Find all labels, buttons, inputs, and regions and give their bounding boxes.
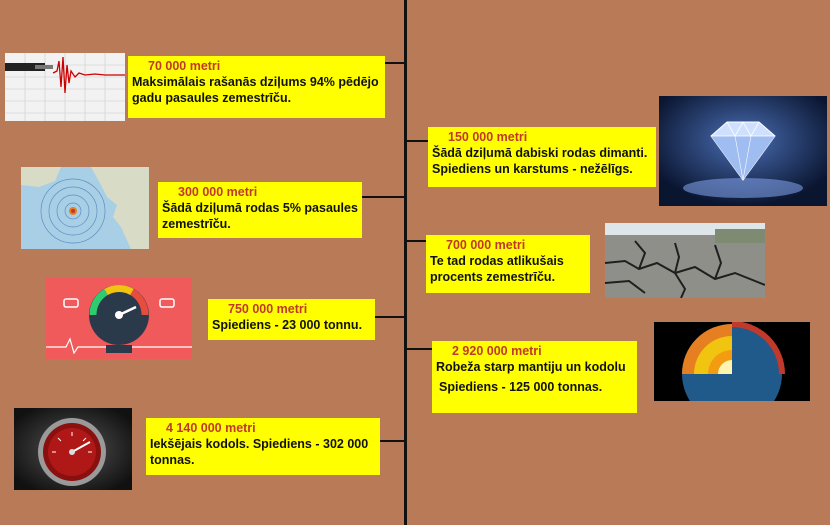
event-text-line: Šādā dziļumā dabiski rodas dimanti.	[432, 146, 648, 160]
manometer-icon	[14, 408, 132, 490]
event-depth: 150 000 metri	[448, 130, 528, 144]
event-depth: 70 000 metri	[148, 59, 221, 73]
earth-core-icon	[654, 322, 810, 401]
connector-e4	[406, 240, 426, 242]
event-text-line: Te tad rodas atlikušais	[430, 254, 564, 268]
connector-e5	[375, 316, 405, 318]
connector-e1	[385, 62, 405, 64]
event-depth: 300 000 metri	[178, 185, 258, 199]
event-text-line: Spiediens un karstums - nežēlīgs.	[432, 162, 633, 176]
event-card-e7	[146, 418, 380, 475]
event-text-line: Šādā dziļumā rodas 5% pasaules	[162, 201, 358, 215]
map-icon	[21, 167, 149, 249]
event-text-line: Spiediens - 23 000 tonnu.	[212, 318, 363, 332]
connector-e6	[406, 348, 432, 350]
event-text-line: gadu pasaules zemestrīču.	[132, 91, 292, 105]
event-depth: 2 920 000 metri	[452, 344, 542, 358]
connector-e2	[406, 140, 428, 142]
event-text-line: procents zemestrīču.	[430, 270, 556, 284]
event-text-line: Robeža starp mantiju un kodolu	[436, 360, 626, 374]
event-card-e3	[158, 182, 362, 238]
event-card-e5	[208, 299, 375, 340]
pressure-gauge-icon	[46, 277, 192, 359]
timeline-axis	[404, 0, 407, 525]
event-text-line: Spiediens - 125 000 tonnas.	[439, 380, 603, 394]
event-text-line: zemestrīču.	[162, 217, 231, 231]
event-card-e1	[128, 56, 385, 118]
connector-e3	[362, 196, 405, 198]
event-text-line: tonnas.	[150, 453, 195, 467]
seismograph-icon	[5, 53, 125, 121]
event-card-e2	[428, 127, 656, 187]
event-depth: 700 000 metri	[446, 238, 526, 252]
cracked-ground-icon	[605, 223, 765, 298]
event-depth: 750 000 metri	[228, 302, 308, 316]
event-depth: 4 140 000 metri	[166, 421, 256, 435]
event-card-e4	[426, 235, 590, 293]
diamond-icon	[659, 96, 827, 206]
event-card-e6	[432, 341, 637, 413]
connector-e7	[380, 440, 405, 442]
event-text-line: Iekšējais kodols. Spiediens - 302 000	[150, 437, 369, 451]
event-text-line: Maksimālais rašanās dziļums 94% pēdējo	[132, 75, 379, 89]
